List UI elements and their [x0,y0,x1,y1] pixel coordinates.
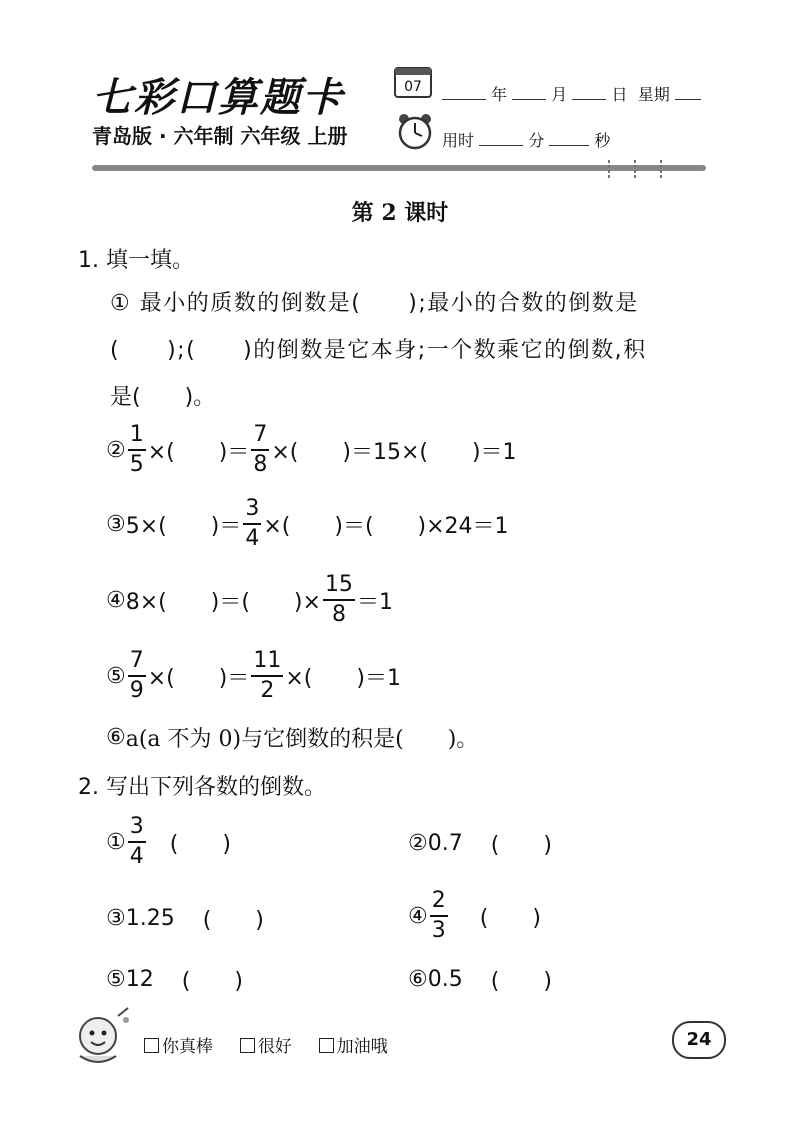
item-marker: ④ [106,587,126,613]
item-marker: ② [106,437,126,463]
checkbox-icon [319,1038,334,1053]
number-value: 0.7 [427,831,463,856]
year-label: 年 [491,85,508,104]
fraction: $\frac{7}{8}$ [253,422,268,477]
fraction: $\frac{11}{2}$ [253,648,282,703]
fraction: $\frac{7}{9}$ [129,648,144,703]
item-marker: ④ [408,903,428,929]
fraction: $\frac{15}{8}$ [324,572,353,627]
divider-ornament [606,160,612,178]
q1-part1-line3: 是( )。 [110,385,216,410]
rating-option-great[interactable]: 你真棒 [144,1037,213,1057]
question-1-title: 1. 填一填。 [78,248,194,273]
time-prefix: 用时 [442,131,475,150]
q2-item-5 [106,964,243,995]
item-marker: ⑥ [408,967,428,992]
rating-option-good[interactable]: 很好 [240,1037,292,1057]
month-label: 月 [551,85,568,104]
answer-blank[interactable]: ( ) [490,969,552,994]
date-fields [442,82,701,105]
answer-blank[interactable]: ( ) [490,833,552,858]
minute-label: 分 [528,131,545,150]
q1-part2 [106,424,517,476]
expression-text: ×( )＝15×( )＝1 [271,439,517,465]
page-number: 24 [672,1021,726,1059]
q2-item-6 [408,964,552,995]
item-marker: ③ [106,906,126,931]
q1-part4 [106,574,393,626]
expression-text: a(a 不为 0)与它倒数的积是( )。 [125,727,479,752]
time-fields [442,128,610,151]
expression-text: ×( )＝ [147,665,250,691]
calendar-day: 07 [404,79,422,95]
q2-item-4 [408,890,541,942]
item-marker: ⑤ [106,663,126,689]
fraction: $\frac{1}{5}$ [129,422,144,477]
q1-part6 [106,722,478,753]
alarm-clock-icon [396,112,434,150]
q2-item-2 [408,828,552,859]
checkbox-icon [144,1038,159,1053]
q2-item-1 [106,816,231,868]
item-marker: ⑤ [106,967,126,992]
answer-blank[interactable]: ( ) [181,969,243,994]
answer-blank[interactable]: ( ) [169,831,231,857]
calendar-icon [394,64,432,98]
rating-option-keep-going[interactable]: 加油哦 [319,1037,388,1057]
lesson-title: 第 2 课时 [351,200,449,226]
q1-part1-line2: ( );( )的倒数是它本身;一个数乘它的倒数,积 [110,338,647,363]
divider-ornament [632,160,638,178]
weekday-label: 星期 [637,85,670,104]
edition-label: 青岛版 · 六年制 六年级 上册 [92,124,348,148]
fraction: $\frac{2}{3}$ [431,888,446,943]
q1-part3 [106,498,509,550]
q1-part1-line1: ① 最小的质数的倒数是( );最小的合数的倒数是 [110,291,639,316]
number-value: 12 [125,967,154,992]
item-marker: ① [106,829,126,855]
fraction: $\frac{3}{4}$ [245,496,260,551]
q1-part5 [106,650,401,702]
number-value: 1.25 [125,906,175,931]
q2-item-3 [106,903,264,934]
number-value: 0.5 [427,967,463,992]
mascot-illustration [66,1006,134,1070]
expression-text: ×( )＝ [147,439,250,465]
day-label: 日 [611,85,628,104]
header-divider [92,165,706,171]
expression-text: 5×( )＝ [125,513,242,539]
expression-text: ＝1 [356,589,393,615]
item-marker: ⑥ [106,725,126,750]
rating-options [144,1032,388,1057]
item-marker: ③ [106,511,126,537]
divider-ornament [658,160,664,178]
item-marker: ② [408,831,428,856]
expression-text: ×( )＝1 [285,665,401,691]
second-label: 秒 [594,131,611,150]
expression-text: 8×( )＝( )× [125,589,321,615]
answer-blank[interactable]: ( ) [202,908,264,933]
expression-text: ×( )＝( )×24＝1 [263,513,509,539]
fraction: $\frac{3}{4}$ [129,814,144,869]
brand-title: 七彩口算题卡 [92,74,344,121]
question-2-title: 2. 写出下列各数的倒数。 [78,775,326,800]
checkbox-icon [240,1038,255,1053]
answer-blank[interactable]: ( ) [479,905,541,931]
